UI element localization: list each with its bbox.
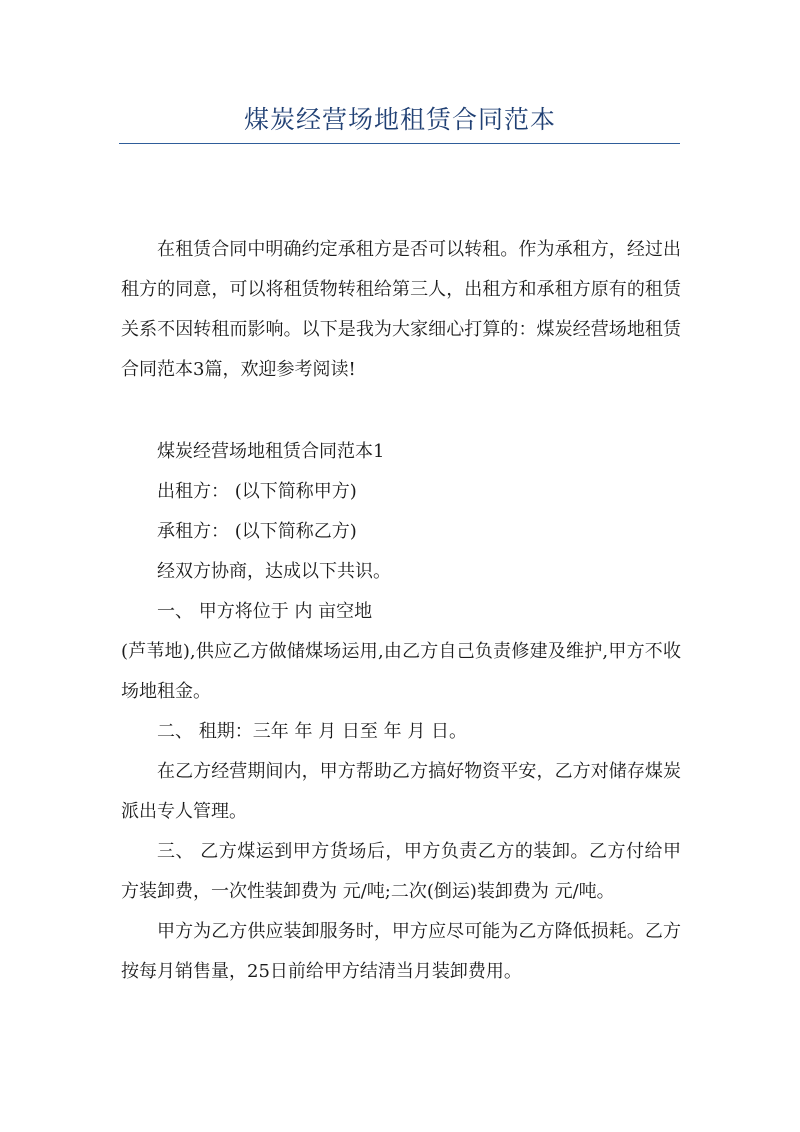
section-spacer: [121, 390, 681, 432]
clause-1: 一、 甲方将位于 内 亩空地: [157, 601, 373, 622]
document-body: [121, 230, 681, 992]
lessor-line: 出租方： (以下简称甲方): [157, 481, 357, 502]
agreement-line: 经双方协商，达成以下共识。: [157, 561, 391, 582]
clause-2: 二、 租期：三年 年 月 日至 年 月 日。: [157, 721, 468, 742]
clause-3-detail: 甲方为乙方供应装卸服务时，甲方应尽可能为乙方降低损耗。乙方按每月销售量，25日前给甲方结清当月装卸费用。: [121, 921, 681, 982]
intro-paragraph: 在租赁合同中明确约定承租方是否可以转租。作为承租方，经过出租方的同意，可以将租赁物转租给第三人，出租方和承租方原有的租赁关系不因转租而影响。以下是我为大家细心打算的：煤炭经营场地租赁合同范本3篇，欢迎参考阅读!: [121, 239, 681, 380]
title-underline: [119, 143, 680, 144]
clause-1-detail: (芦苇地),供应乙方做储煤场运用,由乙方自己负责修建及维护,甲方不收场地租金。: [121, 641, 681, 702]
document-title: 煤炭经营场地租赁合同范本: [243, 105, 556, 134]
lessee-line: 承租方： (以下简称乙方): [157, 521, 357, 542]
clause-3: 三、 乙方煤运到甲方货场后，甲方负责乙方的装卸。乙方付给甲方装卸费，一次性装卸费为 元/吨;二次(倒运)装卸费为 元/吨。: [121, 841, 681, 902]
clause-2-detail: 在乙方经营期间内，甲方帮助乙方搞好物资平安，乙方对储存煤炭派出专人管理。: [121, 761, 681, 822]
contract-heading: 煤炭经营场地租赁合同范本1: [157, 441, 385, 462]
